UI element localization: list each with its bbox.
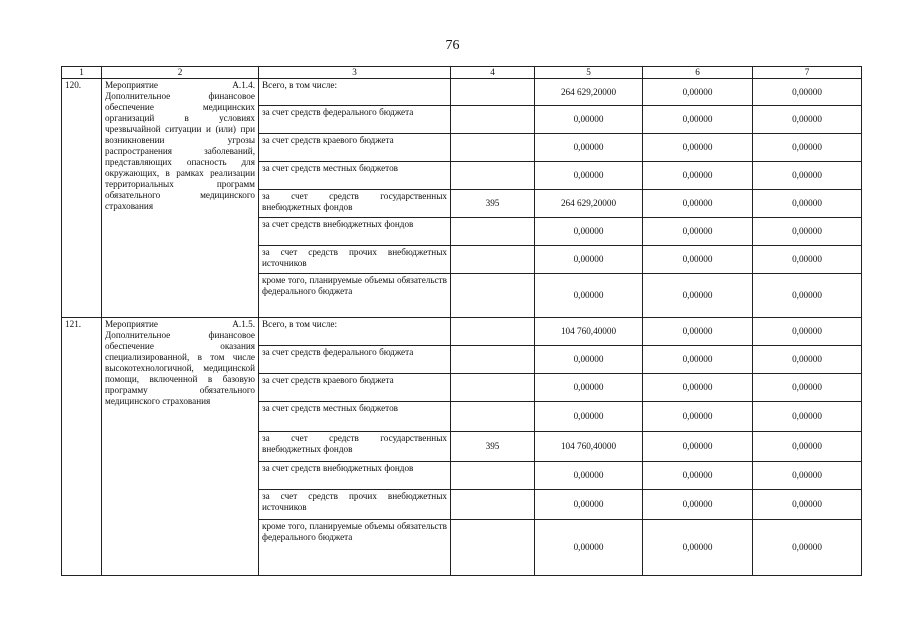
budget-code-cell [451, 162, 535, 190]
amount-cell-7: 0,00000 [753, 462, 862, 490]
funding-source-label: за счет средств местных бюджетов [259, 402, 451, 432]
amount-cell-5: 0,00000 [535, 462, 643, 490]
funding-source-label: за счет средств государственных внебюджетных фондов [259, 190, 451, 218]
budget-code-cell [451, 520, 535, 576]
funding-source-label: за счет средств федерального бюджета [259, 106, 451, 134]
event-heading [105, 80, 255, 91]
funding-source-label: Всего, в том числе: [259, 318, 451, 346]
amount-cell-6: 0,00000 [643, 162, 753, 190]
amount-cell-6: 0,00000 [643, 520, 753, 576]
amount-cell-7: 0,00000 [753, 346, 862, 374]
budget-code-cell [451, 374, 535, 402]
budget-code-cell: 395 [451, 190, 535, 218]
column-header: 1 [62, 67, 102, 79]
amount-cell-7: 0,00000 [753, 402, 862, 432]
amount-cell-6: 0,00000 [643, 402, 753, 432]
amount-cell-6: 0,00000 [643, 218, 753, 246]
budget-code-cell [451, 462, 535, 490]
row-number: 120. [62, 79, 102, 318]
column-header: 7 [753, 67, 862, 79]
event-title: Мероприятие [105, 319, 158, 329]
amount-cell-6: 0,00000 [643, 246, 753, 274]
amount-cell-7: 0,00000 [753, 520, 862, 576]
budget-code-cell [451, 106, 535, 134]
column-number-header-row [62, 67, 862, 79]
amount-cell-5: 264 629,20000 [535, 190, 643, 218]
amount-cell-6: 0,00000 [643, 79, 753, 106]
event-heading [105, 319, 255, 330]
row-number: 121. [62, 318, 102, 576]
amount-cell-6: 0,00000 [643, 190, 753, 218]
budget-table [61, 66, 862, 576]
column-header: 4 [451, 67, 535, 79]
amount-cell-7: 0,00000 [753, 490, 862, 520]
amount-cell-5: 0,00000 [535, 162, 643, 190]
amount-cell-5: 0,00000 [535, 134, 643, 162]
event-description-cell [102, 318, 259, 576]
amount-cell-7: 0,00000 [753, 162, 862, 190]
amount-cell-6: 0,00000 [643, 490, 753, 520]
funding-source-label: за счет средств внебюджетных фондов [259, 462, 451, 490]
funding-source-label: кроме того, планируемые объемы обязательств федерального бюджета [259, 520, 451, 576]
amount-cell-7: 0,00000 [753, 432, 862, 462]
funding-source-label: за счет средств федерального бюджета [259, 346, 451, 374]
funding-source-label: за счет средств внебюджетных фондов [259, 218, 451, 246]
amount-cell-6: 0,00000 [643, 346, 753, 374]
event-title: Мероприятие [105, 80, 158, 90]
amount-cell-7: 0,00000 [753, 274, 862, 318]
amount-cell-5: 0,00000 [535, 402, 643, 432]
amount-cell-6: 0,00000 [643, 374, 753, 402]
amount-cell-5: 0,00000 [535, 246, 643, 274]
event-code: А.1.5. [232, 319, 255, 329]
budget-code-cell [451, 402, 535, 432]
table-row [62, 79, 862, 106]
amount-cell-5: 0,00000 [535, 218, 643, 246]
amount-cell-5: 104 760,40000 [535, 318, 643, 346]
amount-cell-5: 104 760,40000 [535, 432, 643, 462]
amount-cell-5: 0,00000 [535, 274, 643, 318]
budget-code-cell [451, 318, 535, 346]
amount-cell-7: 0,00000 [753, 218, 862, 246]
page-number: 76 [445, 38, 460, 53]
event-description-cell [102, 79, 259, 318]
amount-cell-5: 0,00000 [535, 374, 643, 402]
budget-code-cell [451, 218, 535, 246]
table-row [62, 318, 862, 346]
amount-cell-6: 0,00000 [643, 106, 753, 134]
amount-cell-5: 0,00000 [535, 106, 643, 134]
table-body [62, 67, 862, 576]
amount-cell-5: 0,00000 [535, 490, 643, 520]
column-header: 3 [259, 67, 451, 79]
amount-cell-5: 0,00000 [535, 520, 643, 576]
funding-source-label: за счет средств краевого бюджета [259, 134, 451, 162]
amount-cell-7: 0,00000 [753, 374, 862, 402]
event-text: Дополнительное финансовое обеспечение оказания специализированной, в том числе высокотехнологичной, медицинской помощи, включенной в базовую программу обязательного медицинского страхования [105, 330, 255, 406]
event-text: Дополнительное финансовое обеспечение медицинских организаций в условиях чрезвычайной ситуации и (или) при возникновении угрозы распространения заболеваний, представляющих опасность для окружающих, в рамках реализации территориальных программ обязательного медицинского страхования [105, 91, 255, 211]
amount-cell-6: 0,00000 [643, 462, 753, 490]
amount-cell-6: 0,00000 [643, 134, 753, 162]
budget-code-cell: 395 [451, 432, 535, 462]
amount-cell-5: 0,00000 [535, 346, 643, 374]
amount-cell-7: 0,00000 [753, 190, 862, 218]
amount-cell-7: 0,00000 [753, 134, 862, 162]
budget-code-cell [451, 274, 535, 318]
funding-source-label: за счет средств государственных внебюджетных фондов [259, 432, 451, 462]
amount-cell-5: 264 629,20000 [535, 79, 643, 106]
funding-source-label: Всего, в том числе: [259, 79, 451, 106]
budget-code-cell [451, 346, 535, 374]
funding-source-label: за счет средств краевого бюджета [259, 374, 451, 402]
funding-source-label: за счет средств местных бюджетов [259, 162, 451, 190]
amount-cell-6: 0,00000 [643, 318, 753, 346]
amount-cell-7: 0,00000 [753, 246, 862, 274]
event-code: А.1.4. [232, 80, 255, 90]
amount-cell-6: 0,00000 [643, 274, 753, 318]
funding-source-label: за счет средств прочих внебюджетных источников [259, 490, 451, 520]
amount-cell-7: 0,00000 [753, 79, 862, 106]
budget-code-cell [451, 490, 535, 520]
budget-code-cell [451, 246, 535, 274]
column-header: 2 [102, 67, 259, 79]
funding-source-label: кроме того, планируемые объемы обязательств федерального бюджета [259, 274, 451, 318]
amount-cell-7: 0,00000 [753, 106, 862, 134]
event-description [105, 80, 255, 212]
funding-source-label: за счет средств прочих внебюджетных источников [259, 246, 451, 274]
column-header: 6 [643, 67, 753, 79]
amount-cell-6: 0,00000 [643, 432, 753, 462]
budget-code-cell [451, 134, 535, 162]
column-header: 5 [535, 67, 643, 79]
amount-cell-7: 0,00000 [753, 318, 862, 346]
budget-code-cell [451, 79, 535, 106]
event-description [105, 319, 255, 407]
